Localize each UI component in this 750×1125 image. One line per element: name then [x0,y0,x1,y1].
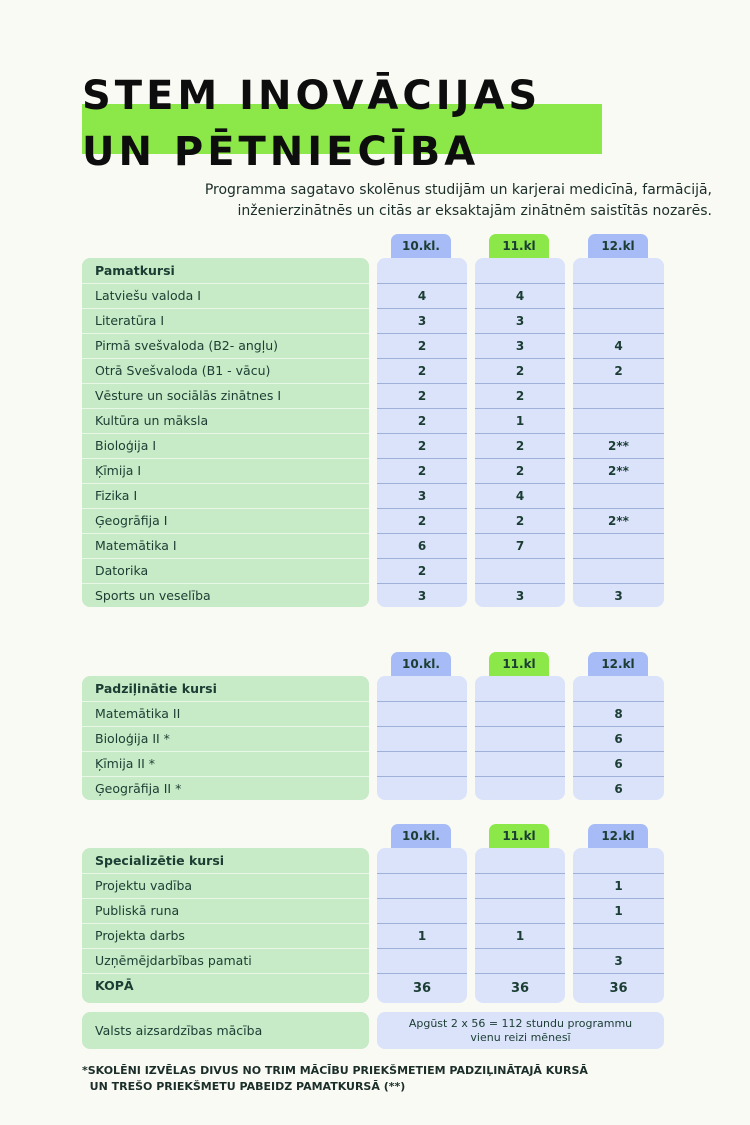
table-row-label: Uzņēmējdarbības pamati [82,948,369,972]
column-header-11-specializetie: 11.kl [489,824,549,848]
pamatkursi-heading-cell-10 [377,258,467,282]
table-cell-10: 2 [377,558,467,582]
specializetie-label-panel [82,848,369,1003]
column-header-10-padzilinatie: 10.kl. [391,652,451,676]
table-cell-11 [475,701,565,725]
table-row-label: Latviešu valoda I [82,283,369,307]
footnote-line1: *SKOLĒNI IZVĒLAS DIVUS NO TRIM MĀCĪBU PRIEKŠMETIEM PADZIĻINĀTAJĀ KURSĀ [82,1064,588,1077]
table-row-label: Ķīmija II * [82,751,369,775]
pamatkursi-values-11 [475,258,565,607]
pamatkursi-heading-cell-11 [475,258,565,282]
padzilinatie-values-12 [573,676,664,800]
table-cell-12: 6 [573,751,664,775]
table-cell-10: 2 [377,408,467,432]
table-cell-12: 3 [573,948,664,972]
table-cell-11: 2 [475,383,565,407]
table-cell-11: 1 [475,923,565,947]
table-row-label: Matemātika I [82,533,369,557]
table-cell-10: 4 [377,283,467,307]
table-row-label: Literatūra I [82,308,369,332]
table-cell-12: 2 [573,358,664,382]
vam-label: Valsts aizsardzības mācība [82,1012,369,1049]
column-header-10-pamatkursi: 10.kl. [391,234,451,258]
table-cell-11: 2 [475,358,565,382]
padzilinatie-section-title: Padziļinātie kursi [95,680,217,696]
table-cell-10 [377,701,467,725]
table-row-label: Projektu vadība [82,873,369,897]
table-cell-11: 1 [475,408,565,432]
table-cell-11 [475,751,565,775]
specializetie-values-10 [377,848,467,1003]
table-cell-11 [475,558,565,582]
table-row-label: Ģeogrāfija I [82,508,369,532]
padzilinatie-label-panel [82,676,369,800]
table-row-label: Pirmā svešvaloda (B2- angļu) [82,333,369,357]
table-cell-11 [475,898,565,922]
table-row-label: Otrā Svešvaloda (B1 - vācu) [82,358,369,382]
table-cell-10 [377,948,467,972]
specializetie-values-11 [475,848,565,1003]
table-cell-12 [573,533,664,557]
table-cell-12 [573,923,664,947]
table-row-label: Publiskā runa [82,898,369,922]
table-cell-10: 3 [377,583,467,607]
vam-value-line1: Apgūst 2 x 56 = 112 stundu programmu [408,1016,633,1030]
table-row-label: Kultūra un māksla [82,408,369,432]
table-cell-10 [377,873,467,897]
table-row-label: Datorika [82,558,369,582]
table-cell-10: 2 [377,458,467,482]
table-cell-10: 1 [377,923,467,947]
column-header-12-specializetie: 12.kl [588,824,648,848]
table-cell-12: 4 [573,333,664,357]
table-cell-10: 2 [377,383,467,407]
table-cell-10 [377,776,467,800]
column-header-11-pamatkursi: 11.kl [489,234,549,258]
table-cell-10 [377,726,467,750]
column-header-12-padzilinatie: 12.kl [588,652,648,676]
total-row-label: KOPĀ [82,973,369,997]
specializetie-section-title: Specializētie kursi [95,852,225,868]
padzilinatie-heading-cell-10 [377,676,467,700]
table-row-label: Projekta darbs [82,923,369,947]
table-cell-12 [573,408,664,432]
table-cell-10: 6 [377,533,467,557]
pamatkursi-section-title: Pamatkursi [95,262,175,278]
padzilinatie-values-10 [377,676,467,800]
table-cell-11: 3 [475,308,565,332]
table-cell-12: 2** [573,458,664,482]
total-cell-11: 36 [475,973,565,1002]
table-cell-11: 2 [475,433,565,457]
page-title-line1: STEM INOVĀCIJAS [82,73,542,119]
table-cell-11: 4 [475,483,565,507]
table-cell-12: 1 [573,898,664,922]
table-row-label: Bioloģija I [82,433,369,457]
page-subtitle [112,180,712,222]
table-cell-10: 2 [377,333,467,357]
table-row-label: Ķīmija I [82,458,369,482]
table-cell-12: 2** [573,508,664,532]
table-row-label: Matemātika II [82,701,369,725]
pamatkursi-heading-cell-12 [573,258,664,282]
column-header-10-specializetie: 10.kl. [391,824,451,848]
padzilinatie-values-11 [475,676,565,800]
table-cell-10: 3 [377,483,467,507]
pamatkursi-values-10 [377,258,467,607]
specializetie-values-12 [573,848,664,1003]
table-cell-11: 3 [475,333,565,357]
table-cell-12: 6 [573,726,664,750]
table-cell-11 [475,873,565,897]
table-cell-10: 2 [377,433,467,457]
column-header-12-pamatkursi: 12.kl [588,234,648,258]
column-header-11-padzilinatie: 11.kl [489,652,549,676]
total-cell-10: 36 [377,973,467,1002]
pamatkursi-values-12 [573,258,664,607]
table-row-label: Sports un veselība [82,583,369,607]
padzilinatie-heading-cell-12 [573,676,664,700]
table-cell-10: 3 [377,308,467,332]
table-cell-12 [573,483,664,507]
table-row-label: Bioloģija II * [82,726,369,750]
table-cell-11: 2 [475,458,565,482]
table-cell-11: 4 [475,283,565,307]
specializetie-heading-cell-11 [475,848,565,872]
table-cell-12 [573,308,664,332]
vam-value [377,1012,664,1049]
table-row-label: Ģeogrāfija II * [82,776,369,800]
total-cell-12: 36 [573,973,664,1002]
table-cell-12: 3 [573,583,664,607]
subtitle-line1: Programma sagatavo skolēnus studijām un karjerai medicīnā, farmācijā, [204,182,712,198]
table-cell-10 [377,898,467,922]
table-cell-12 [573,283,664,307]
table-cell-11: 2 [475,508,565,532]
table-cell-11: 3 [475,583,565,607]
table-row-label: Vēsture un sociālās zinātnes I [82,383,369,407]
table-cell-12: 8 [573,701,664,725]
table-cell-11: 7 [475,533,565,557]
table-cell-10 [377,751,467,775]
specializetie-heading-cell-10 [377,848,467,872]
table-cell-12 [573,558,664,582]
table-cell-11 [475,726,565,750]
table-cell-12: 1 [573,873,664,897]
page-title-line2: UN PĒTNIECĪBA [82,129,480,175]
footnote-line2: UN TREŠO PRIEKŠMETU PABEIDZ PAMATKURSĀ (**) [82,1080,406,1093]
vam-value-line2: vienu reizi mēnesī [470,1030,571,1044]
table-cell-10: 2 [377,358,467,382]
pamatkursi-label-panel [82,258,369,607]
table-cell-12: 2** [573,433,664,457]
footnote [82,1063,588,1095]
table-cell-12 [573,383,664,407]
table-cell-10: 2 [377,508,467,532]
table-cell-11 [475,948,565,972]
table-row-label: Fizika I [82,483,369,507]
padzilinatie-heading-cell-11 [475,676,565,700]
table-cell-11 [475,776,565,800]
table-cell-12: 6 [573,776,664,800]
specializetie-heading-cell-12 [573,848,664,872]
subtitle-line2: inženierzinātnēs un citās ar eksaktajām zinātnēm saistītās nozarēs. [237,203,712,219]
